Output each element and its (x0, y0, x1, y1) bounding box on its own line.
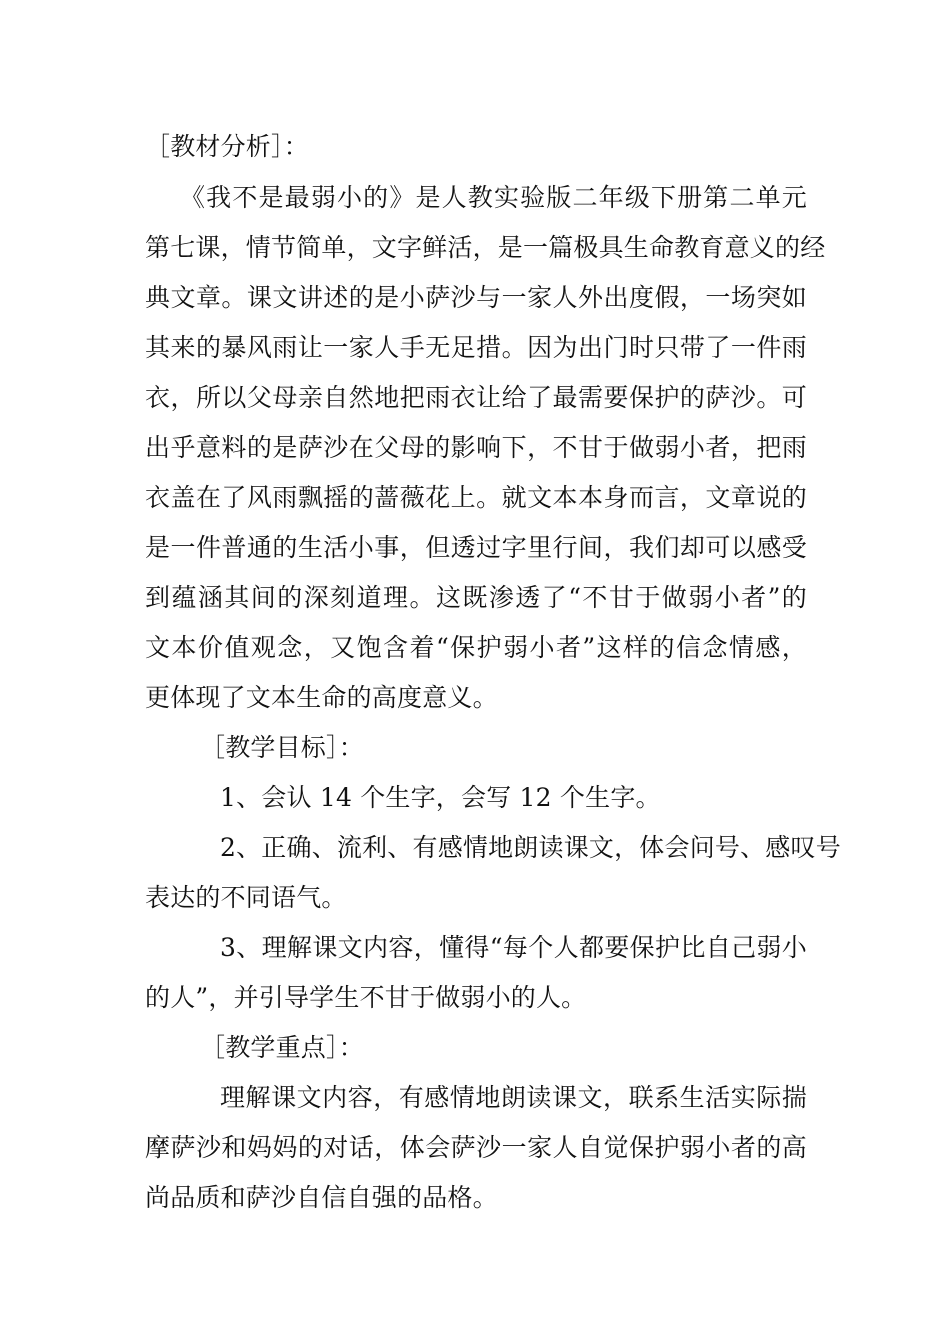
paragraph-line: 到蕴涵其间的深刻道理。这既渗透了“不甘于做弱小者”的 (145, 583, 807, 612)
paragraph-line: 摩萨沙和妈妈的对话，体会萨沙一家人自觉保护弱小者的高 (145, 1133, 807, 1162)
goal-item-2-continued: 表达的不同语气。 (145, 883, 347, 912)
paragraph-line: 文本价值观念，又饱含着“保护弱小者”这样的信念情感， (145, 633, 807, 662)
section-heading-goals: ［教学目标］： (200, 733, 364, 762)
paragraph-line: 理解课文内容，有感情地朗读课文，联系生活实际揣 (220, 1083, 807, 1112)
goal-item-3: 3、理解课文内容，懂得“每个人都要保护比自己弱小 (220, 933, 807, 962)
goal-item-3-continued: 的人”，并引导学生不甘于做弱小的人。 (145, 983, 587, 1012)
section-heading-key-points: ［教学重点］： (200, 1033, 364, 1062)
goal-item-2: 2、正确、流利、有感情地朗读课文，体会问号、感叹号 (220, 833, 841, 862)
goal-item-1: 1、会认 14 个生字，会写 12 个生字。 (220, 783, 661, 812)
paragraph-line: 第七课，情节简单，文字鲜活，是一篇极具生命教育意义的经 (145, 233, 826, 262)
paragraph-line: 其来的暴风雨让一家人手无足措。因为出门时只带了一件雨 (145, 333, 807, 362)
section-heading-analysis: ［教材分析］： (145, 132, 309, 161)
paragraph-line: 尚品质和萨沙自信自强的品格。 (145, 1183, 498, 1212)
paragraph-line: 典文章。课文讲述的是小萨沙与一家人外出度假，一场突如 (145, 283, 807, 312)
paragraph-line: 是一件普通的生活小事，但透过字里行间，我们却可以感受 (145, 533, 807, 562)
paragraph-line: 出乎意料的是萨沙在父母的影响下，不甘于做弱小者，把雨 (145, 433, 807, 462)
paragraph-line: 衣，所以父母亲自然地把雨衣让给了最需要保护的萨沙。可 (145, 383, 807, 412)
paragraph-line: 《我不是最弱小的》是人教实验版二年级下册第二单元 (180, 183, 807, 212)
paragraph-line: 更体现了文本生命的高度意义。 (145, 683, 498, 712)
paragraph-line: 衣盖在了风雨飘摇的蔷薇花上。就文本本身而言，文章说的 (145, 483, 807, 512)
